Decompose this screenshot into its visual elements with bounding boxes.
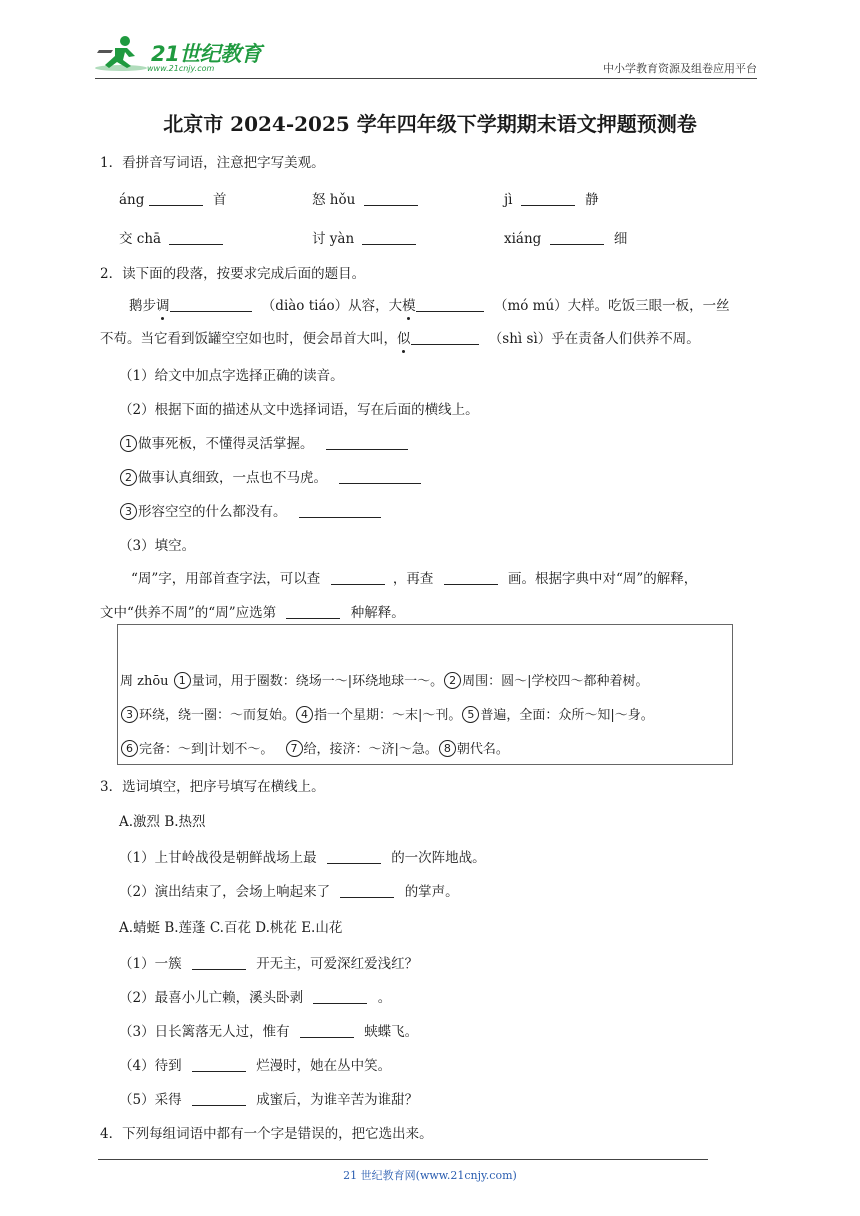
dict-definition: 指一个星期：～末|～刊。 bbox=[314, 708, 462, 723]
q2-item-2 bbox=[119, 466, 421, 486]
circled-number: 3 bbox=[120, 503, 137, 520]
poem-text: （4）待到 bbox=[119, 1058, 182, 1074]
answer-blank[interactable] bbox=[339, 469, 421, 484]
poem-text: （2）最喜小儿亡赖，溪头卧剥 bbox=[119, 990, 304, 1006]
circled-number: 1 bbox=[174, 672, 191, 689]
answer-blank[interactable] bbox=[169, 230, 223, 245]
answer-blank[interactable] bbox=[192, 955, 246, 970]
fill-text: 种解释。 bbox=[350, 605, 405, 621]
dict-line-2 bbox=[120, 704, 654, 723]
circled-number: 8 bbox=[439, 740, 456, 757]
circled-number: 1 bbox=[120, 435, 137, 452]
q1-item-char: 静 bbox=[585, 192, 599, 208]
item-text: 形容空空的什么都没有。 bbox=[138, 504, 287, 520]
circled-number: 2 bbox=[444, 672, 461, 689]
dict-definition: 完备：～到|计划不～。 bbox=[139, 742, 274, 757]
answer-blank[interactable] bbox=[550, 230, 604, 245]
q3-poem-5 bbox=[119, 1088, 418, 1108]
para-text: （shì sì）乎在责备人们供养不周。 bbox=[488, 331, 700, 347]
answer-blank[interactable] bbox=[327, 849, 381, 864]
q3-sentence-2 bbox=[119, 880, 459, 900]
header-divider bbox=[95, 78, 757, 79]
q3-options-2: A.蜻蜓 B.莲蓬 C.百花 D.桃花 E.山花 bbox=[119, 920, 343, 936]
q1-prompt: 1．看拼音写词语，注意把字写美观。 bbox=[100, 155, 325, 171]
para-text: 鹅步 bbox=[129, 298, 156, 314]
circled-number: 4 bbox=[296, 706, 313, 723]
q2-paragraph-line-2 bbox=[100, 327, 700, 347]
poem-text: （3）日长篱落无人过，惟有 bbox=[119, 1024, 290, 1040]
answer-blank[interactable] bbox=[149, 191, 203, 206]
poem-text: 开无主，可爱深红爱浅红？ bbox=[256, 956, 419, 972]
q2-sub-3: （3）填空。 bbox=[119, 538, 196, 554]
circled-number: 2 bbox=[120, 469, 137, 486]
sentence-text: 的一次阵地战。 bbox=[391, 850, 486, 866]
q3-options-1: A.激烈 B.热烈 bbox=[119, 814, 206, 830]
q3-prompt: 3．选词填空，把序号填写在横线上。 bbox=[100, 779, 325, 795]
q1-item-pinyin: 怒 hǒu bbox=[312, 192, 356, 208]
dict-line-3 bbox=[120, 738, 509, 757]
fill-text: “周”字，用部首查字法，可以查 bbox=[131, 571, 321, 587]
q1-item-6 bbox=[504, 227, 627, 247]
item-text: 做事死板，不懂得灵活掌握。 bbox=[138, 436, 314, 452]
para-text: 不苟。当它看到饭罐空空如也时，便会昂首大叫， bbox=[100, 331, 397, 347]
poem-text: 。 bbox=[377, 990, 392, 1006]
answer-blank[interactable] bbox=[170, 297, 252, 312]
logo bbox=[95, 34, 265, 74]
logo-url: www.21cnjy.com bbox=[147, 64, 215, 73]
circled-number: 3 bbox=[121, 706, 138, 723]
q1-item-5 bbox=[312, 227, 416, 247]
q3-poem-2 bbox=[119, 986, 391, 1006]
platform-name: 中小学教育资源及组卷应用平台 bbox=[603, 62, 757, 75]
dotted-char: 模 bbox=[402, 298, 416, 314]
q1-item-pinyin: áng bbox=[119, 192, 145, 208]
answer-blank[interactable] bbox=[286, 604, 340, 619]
q2-item-3 bbox=[119, 500, 381, 520]
q1-item-pinyin: jì bbox=[504, 192, 513, 208]
poem-text: 烂漫时，她在丛中笑。 bbox=[256, 1058, 392, 1074]
fill-text: ，再查 bbox=[392, 571, 434, 587]
q2-fill-line-2 bbox=[100, 601, 405, 621]
q1-item-2 bbox=[312, 188, 418, 208]
item-text: 做事认真细致，一点也不马虎。 bbox=[138, 470, 327, 486]
poem-text: 蛱蝶飞。 bbox=[364, 1024, 419, 1040]
q1-item-pinyin: xiáng bbox=[504, 231, 542, 247]
answer-blank[interactable] bbox=[411, 330, 479, 345]
q1-item-char: 细 bbox=[613, 231, 628, 247]
dict-definition: 给，接济：～济|～急。 bbox=[303, 742, 438, 757]
q1-item-4 bbox=[119, 227, 223, 247]
poem-text: 成蜜后，为谁辛苦为谁甜？ bbox=[256, 1092, 419, 1108]
dict-definition: 普遍，全面：众所～知|～身。 bbox=[480, 708, 654, 723]
answer-blank[interactable] bbox=[192, 1091, 246, 1106]
fill-text: 文中“供养不周”的“周”应选第 bbox=[100, 605, 277, 621]
q1-item-pinyin: 交 chā bbox=[119, 231, 162, 247]
page-footer: 21 世纪教育网(www.21cnjy.com) bbox=[343, 1169, 517, 1182]
answer-blank[interactable] bbox=[192, 1057, 246, 1072]
answer-blank[interactable] bbox=[362, 230, 416, 245]
circled-number: 7 bbox=[286, 740, 303, 757]
answer-blank[interactable] bbox=[331, 570, 385, 585]
page-header bbox=[95, 30, 757, 78]
q2-paragraph-line-1 bbox=[129, 294, 730, 314]
q4-prompt: 4．下列每组词语中都有一个字是错误的，把它选出来。 bbox=[100, 1126, 433, 1142]
q3-poem-4 bbox=[119, 1054, 391, 1074]
para-text: （mó mú）大样。吃饭三眼一板，一丝 bbox=[493, 298, 730, 314]
q2-fill-line-1 bbox=[131, 567, 697, 587]
dict-definition: 周围：圆～|学校四～都种着树。 bbox=[462, 674, 649, 689]
q2-item-1 bbox=[119, 432, 408, 452]
q1-item-1 bbox=[119, 188, 226, 208]
footer-divider bbox=[98, 1159, 708, 1160]
logo-text: 21世纪教育 bbox=[151, 42, 262, 66]
dict-line-1 bbox=[120, 670, 648, 689]
answer-blank[interactable] bbox=[326, 435, 408, 450]
circled-number: 5 bbox=[462, 706, 479, 723]
sentence-text: （1）上甘岭战役是朝鲜战场上最 bbox=[119, 850, 317, 866]
para-text: （diào tiáo）从容，大 bbox=[261, 298, 403, 314]
q1-item-3 bbox=[504, 188, 599, 208]
dotted-char: 调 bbox=[156, 298, 170, 314]
dict-headword: 周 zhōu bbox=[120, 674, 169, 689]
q2-sub-2: （2）根据下面的描述从文中选择词语，写在后面的横线上。 bbox=[119, 402, 479, 418]
answer-blank[interactable] bbox=[444, 570, 498, 585]
fill-text: 画。根据字典中对“周”的解释， bbox=[508, 571, 698, 587]
answer-blank[interactable] bbox=[521, 191, 575, 206]
poem-text: （5）采得 bbox=[119, 1092, 182, 1108]
answer-blank[interactable] bbox=[299, 503, 381, 518]
answer-blank[interactable] bbox=[364, 191, 418, 206]
answer-blank[interactable] bbox=[313, 989, 367, 1004]
answer-blank[interactable] bbox=[416, 297, 484, 312]
poem-text: （1）一簇 bbox=[119, 956, 182, 972]
q1-item-char: 首 bbox=[212, 192, 227, 208]
q3-poem-1 bbox=[119, 952, 418, 972]
sentence-text: （2）演出结束了，会场上响起来了 bbox=[119, 884, 331, 900]
q3-sentence-1 bbox=[119, 846, 486, 866]
q1-item-pinyin: 讨 yàn bbox=[312, 231, 355, 247]
answer-blank[interactable] bbox=[300, 1023, 354, 1038]
q2-prompt: 2．读下面的段落，按要求完成后面的题目。 bbox=[100, 266, 366, 282]
dict-definition: 量词，用于圈数：绕场一～|环绕地球一～。 bbox=[191, 674, 444, 689]
dotted-char: 似 bbox=[397, 331, 411, 347]
sentence-text: 的掌声。 bbox=[404, 884, 459, 900]
dict-definition: 朝代名。 bbox=[456, 742, 509, 757]
circled-number: 6 bbox=[121, 740, 138, 757]
q2-sub-1: （1）给文中加点字选择正确的读音。 bbox=[119, 368, 344, 384]
answer-blank[interactable] bbox=[340, 883, 394, 898]
page-title: 北京市 2024-2025 学年四年级下学期期末语文押题预测卷 bbox=[163, 112, 697, 136]
dict-definition: 环绕，绕一圈：～而复始。 bbox=[139, 708, 296, 723]
runner-logo-icon bbox=[95, 34, 151, 74]
q3-poem-3 bbox=[119, 1020, 418, 1040]
